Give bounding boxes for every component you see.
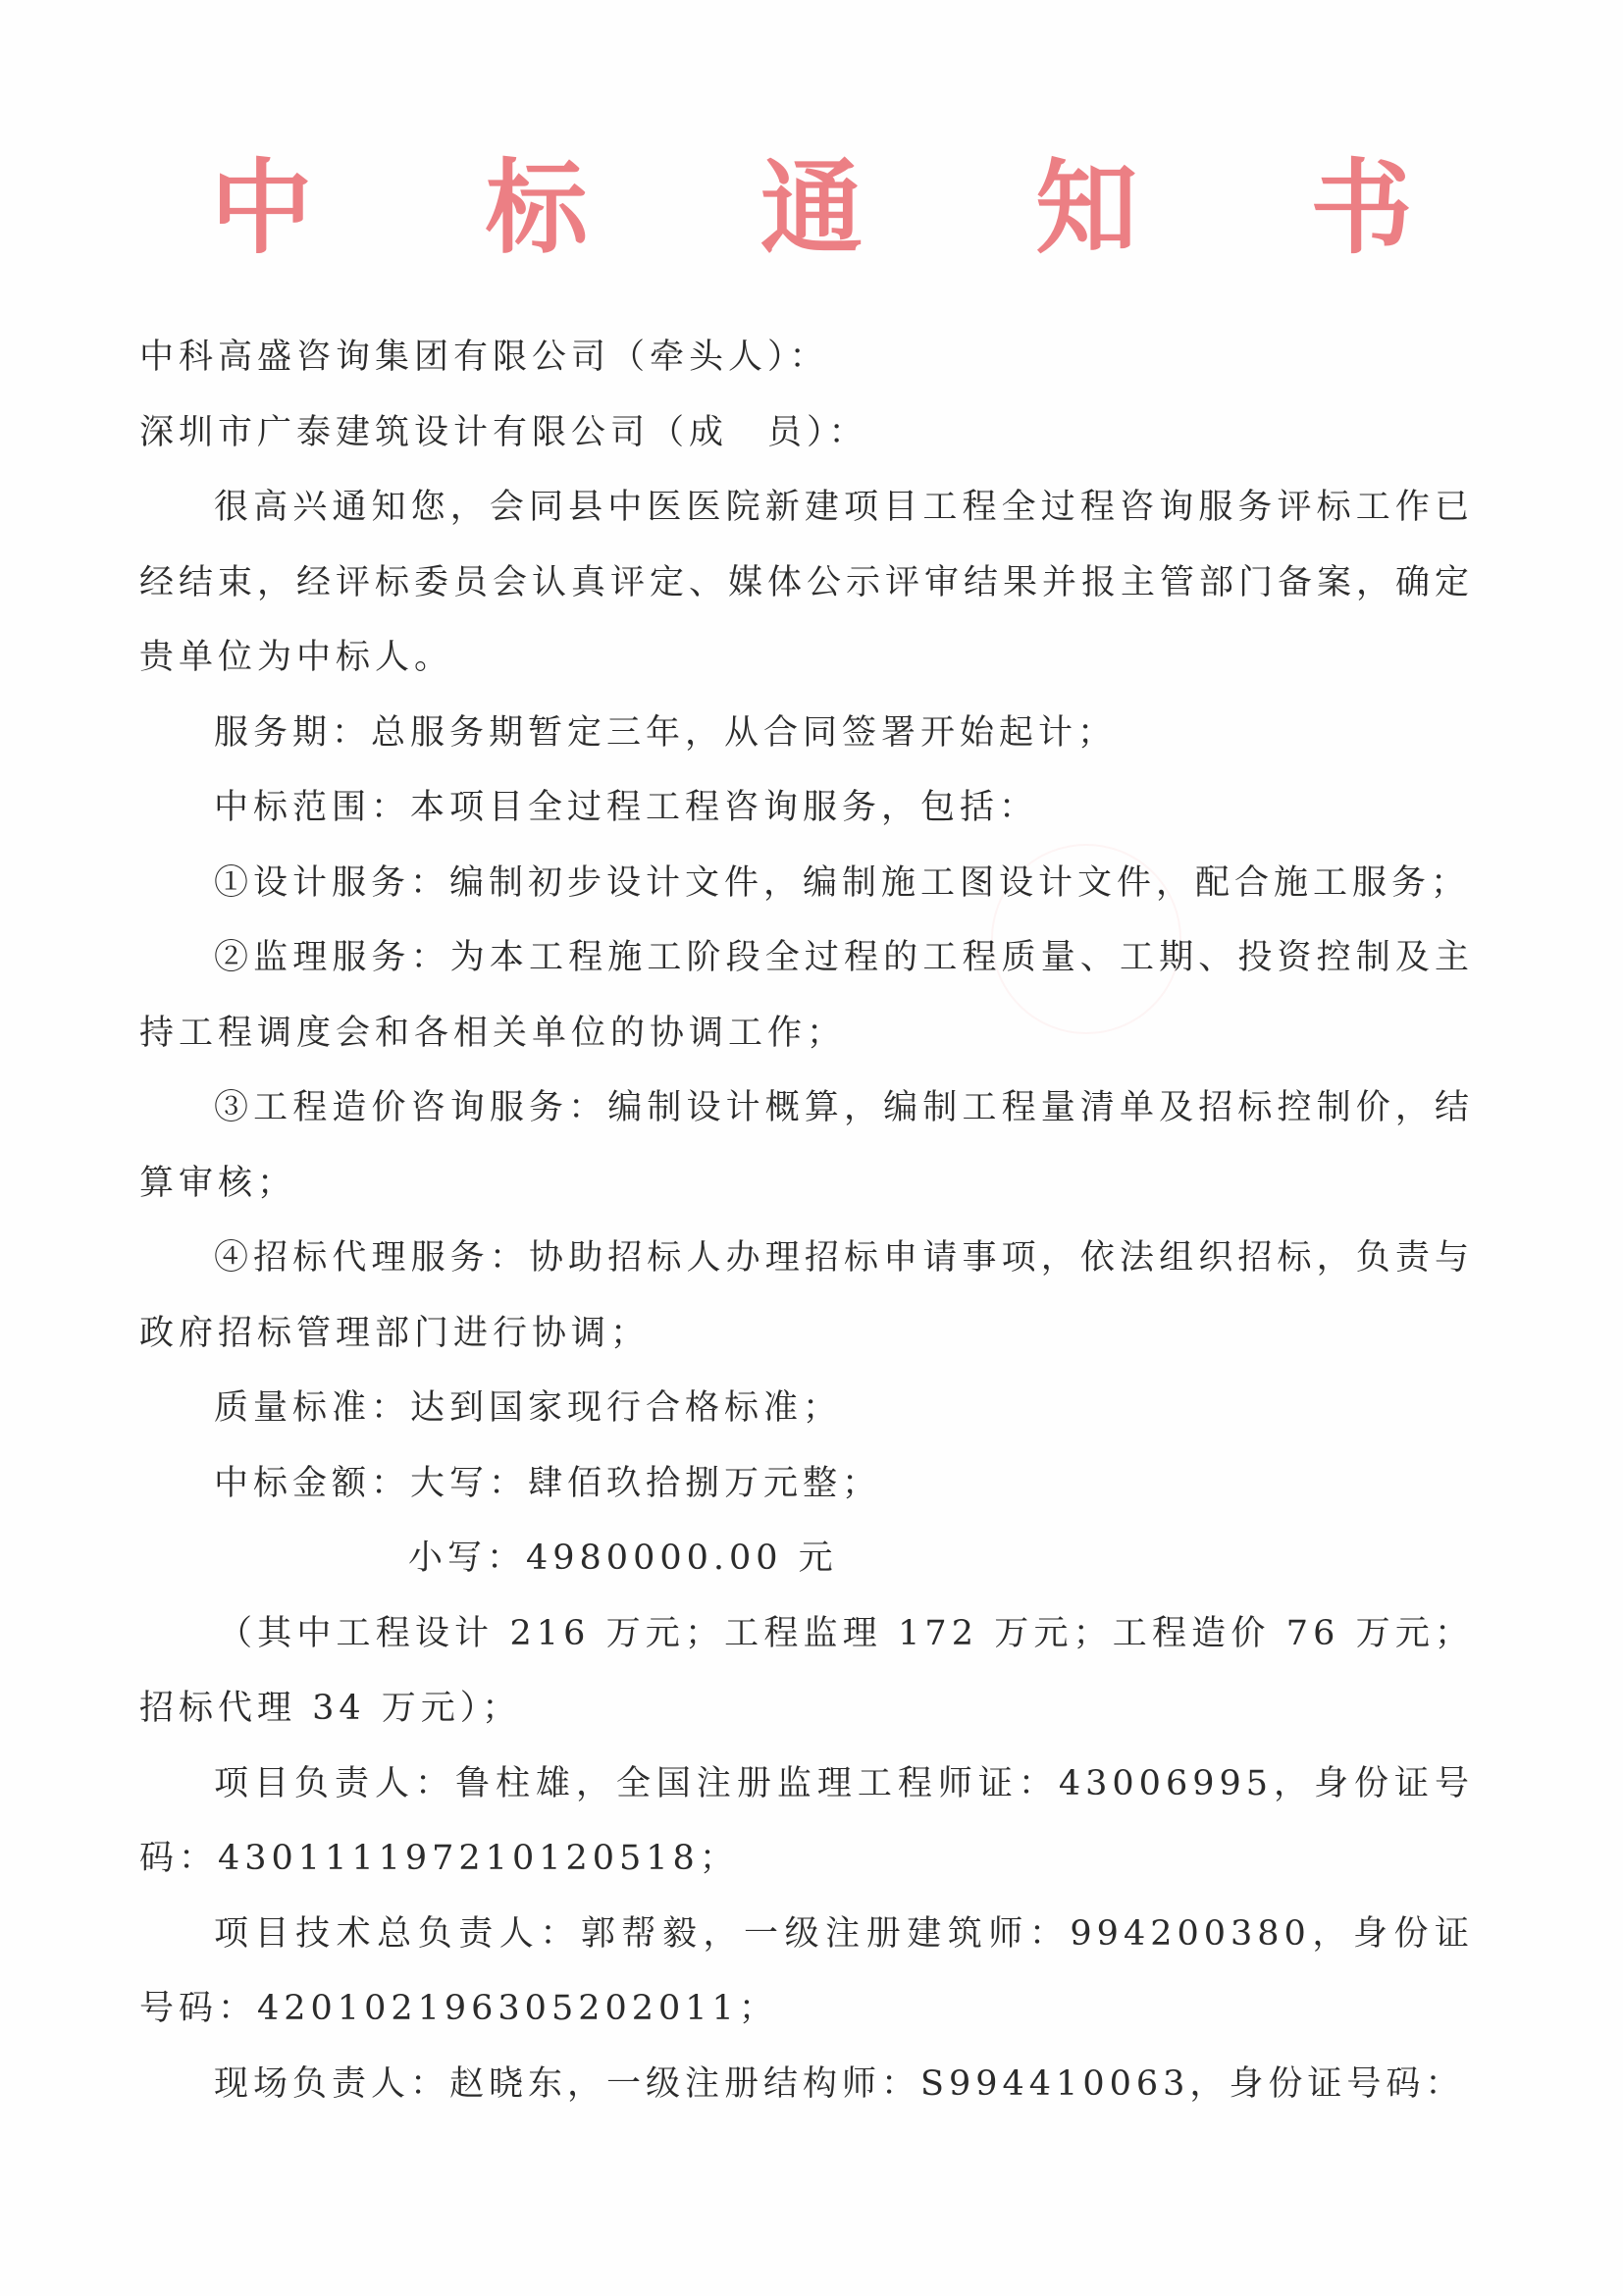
scope-item-cost: ③工程造价咨询服务：编制设计概算，编制工程量清单及招标控制价，结算审核； — [139, 1088, 1474, 1203]
amount-upper: 中标金额：大写：肆佰玖拾捌万元整； — [214, 1463, 882, 1503]
intro-paragraph: 很高兴通知您，会同县中医医院新建项目工程全过程咨询服务评标工作已经结束，经评标委员会认真评定、媒体公示评审结果并报主管部门备案，确定贵单位为中标人。 — [139, 488, 1475, 677]
recipient-lead: 中科高盛咨询集团有限公司（牵头人）： — [139, 338, 829, 377]
scope-intro: 中标范围：本项目全过程工程咨询服务，包括： — [214, 788, 1039, 827]
recipient-member: 深圳市广泰建筑设计有限公司（成 员）： — [139, 412, 868, 452]
scope-item-tender: ④招标代理服务：协助招标人办理招标申请事项，依法组织招标，负责与政府招标管理部门进行协调； — [139, 1238, 1474, 1353]
amount-lower: 小写：4980000.00 元 — [408, 1539, 838, 1578]
document-body — [139, 320, 1474, 2121]
quality-standard: 质量标准：达到国家现行合格标准； — [214, 1388, 843, 1428]
amount-breakdown: （其中工程设计 216 万元；工程监理 172 万元；工程造价 76 万元；招标代理 34 万元）； — [139, 1613, 1474, 1728]
scope-item-design: ①设计服务：编制初步设计文件，编制施工图设计文件，配合施工服务； — [214, 862, 1471, 903]
tech-leader: 项目技术总负责人：郭帮毅，一级注册建筑师：994200380，身份证号码：420102196305202011； — [139, 1913, 1474, 2028]
document-title: 中 标 通 知 书 — [210, 148, 1482, 268]
project-leader: 项目负责人：鲁柱雄，全国注册监理工程师证：43006995，身份证号码：430111197210120518； — [139, 1763, 1474, 1878]
site-leader: 现场负责人：赵晓东，一级注册结构师：S994410063，身份证号码： — [214, 2063, 1465, 2104]
scope-item-supervision: ②监理服务：为本工程施工阶段全过程的工程质量、工期、投资控制及主持工程调度会和各相关单位的协调工作； — [139, 938, 1474, 1053]
service-period: 服务期：总服务期暂定三年，从合同签署开始起计； — [214, 712, 1118, 753]
